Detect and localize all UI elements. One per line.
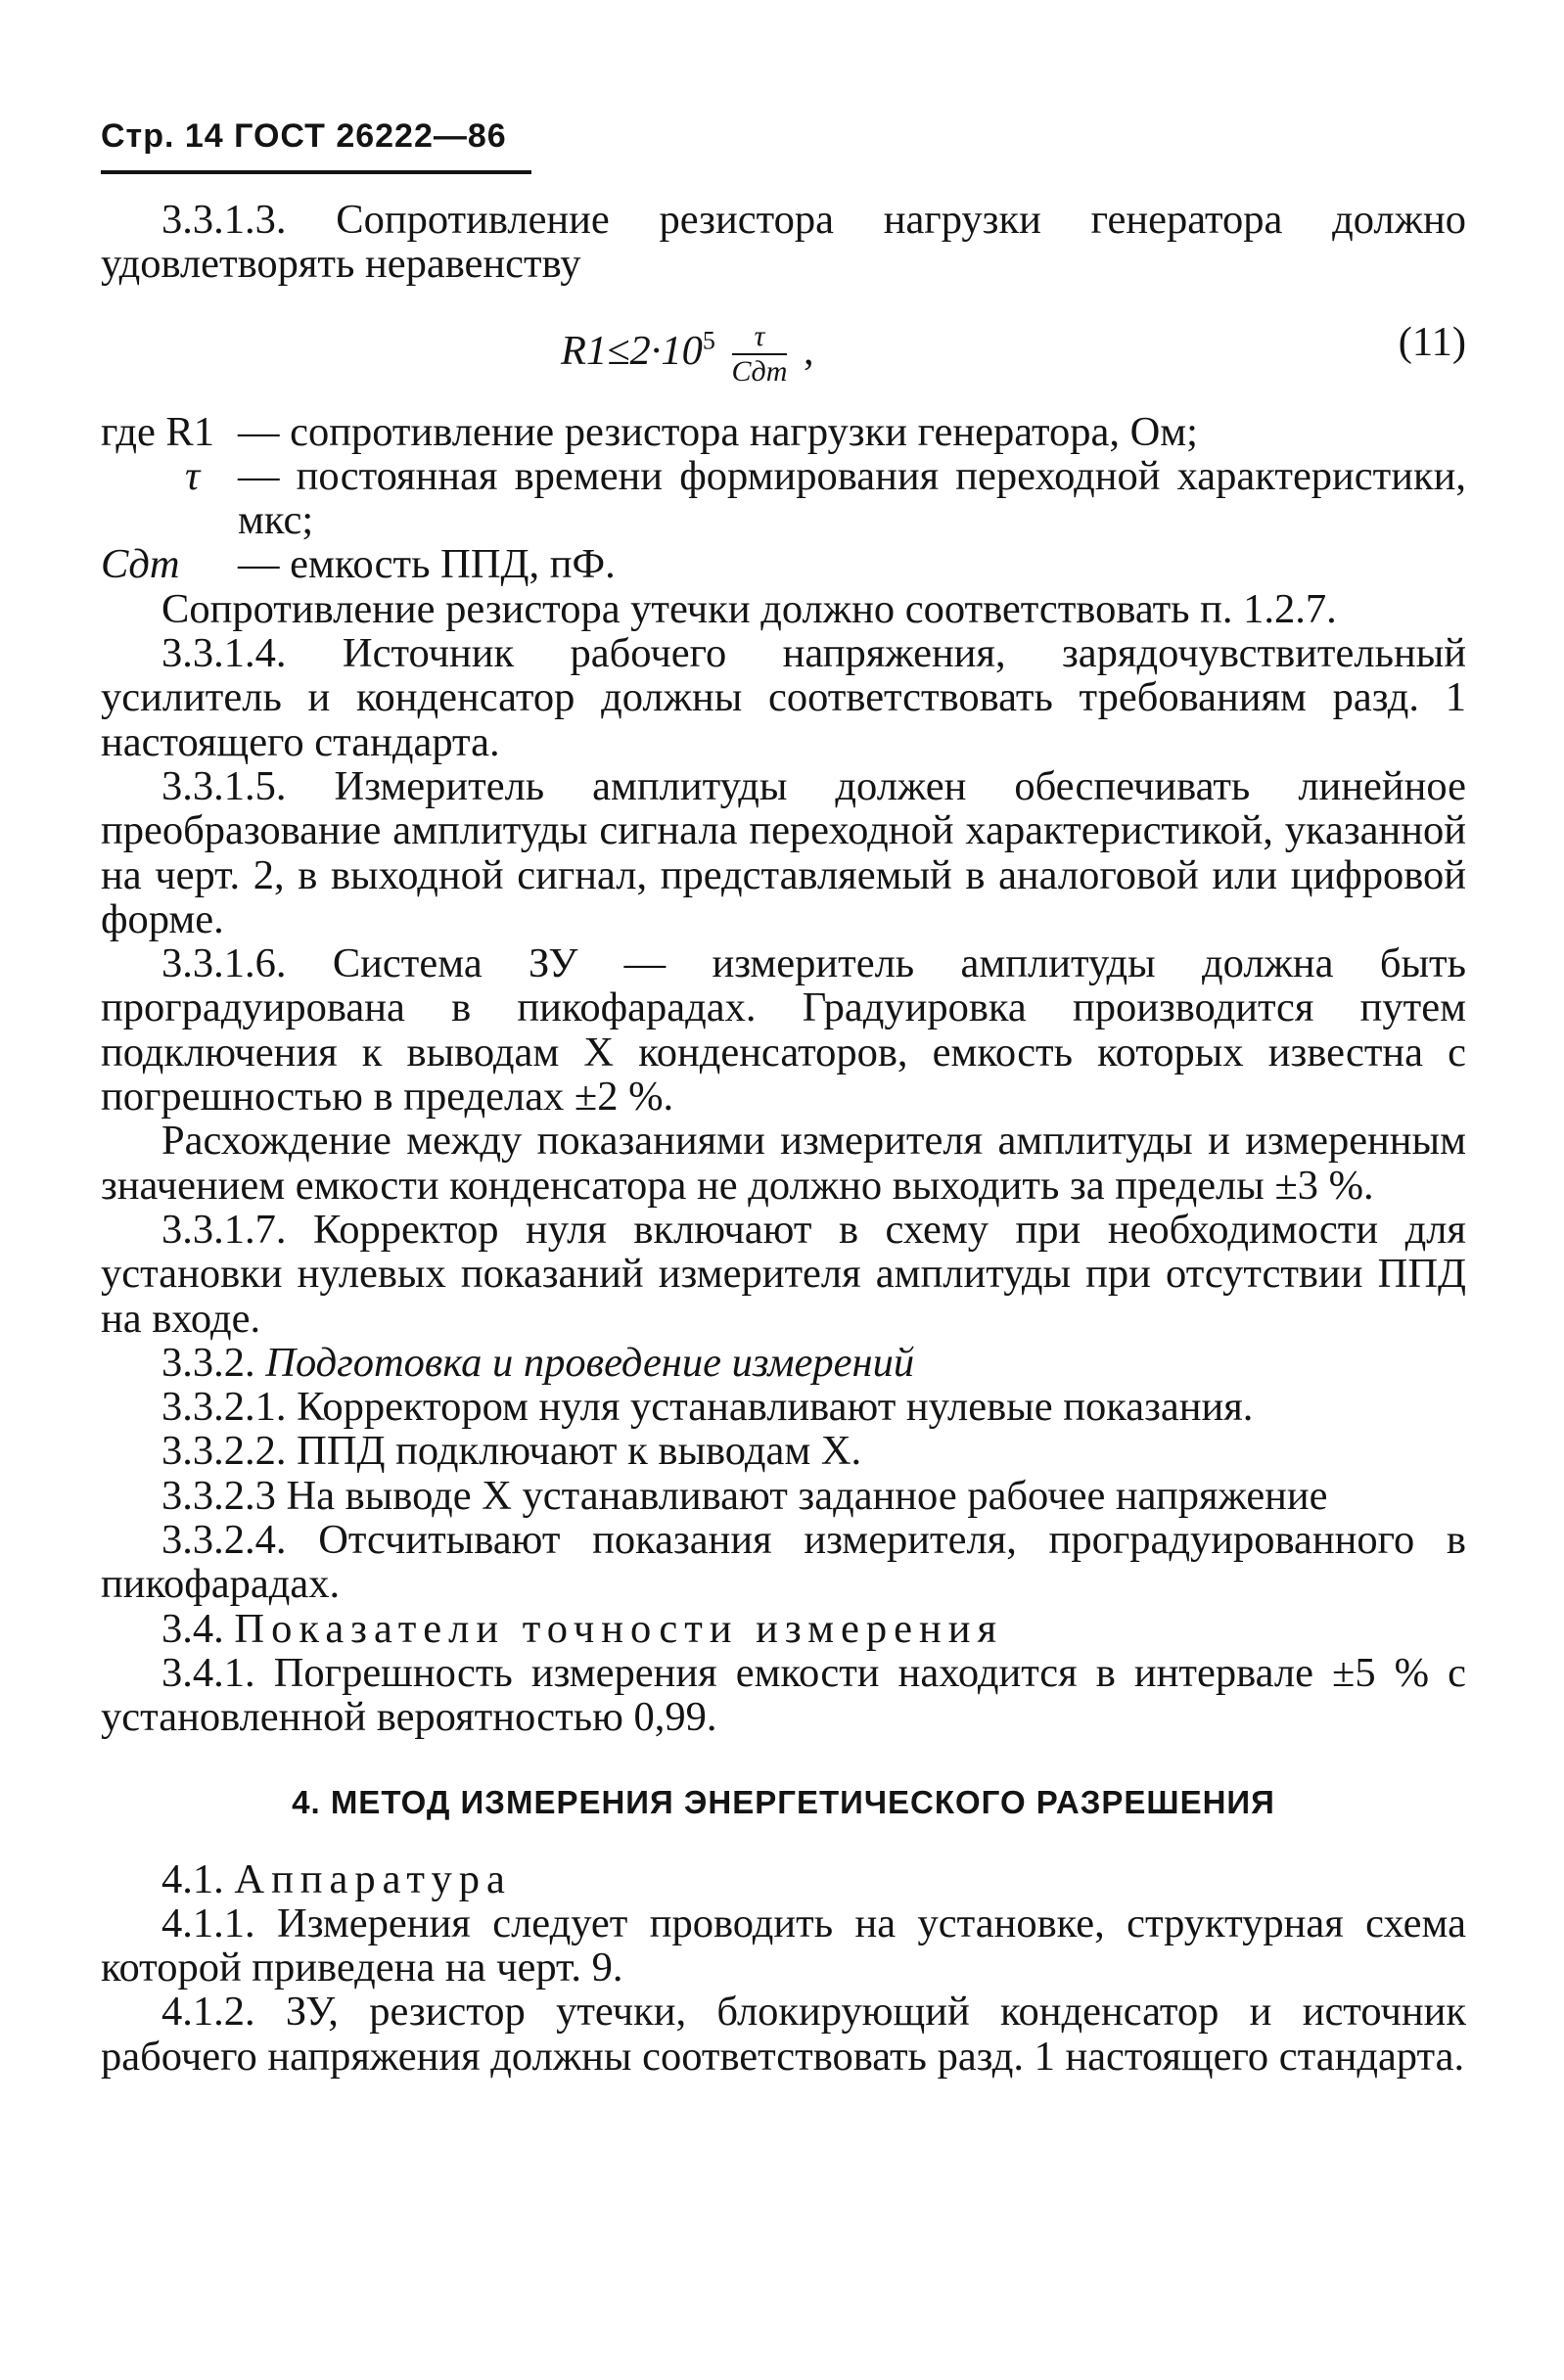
- formula-lhs: R1≤2·10: [561, 327, 703, 374]
- subsection-heading-4-1: [101, 1857, 1466, 1901]
- equation-number: (11): [1398, 318, 1466, 365]
- paragraph-3-3-1-5: 3.3.1.5. Измеритель амплитуды должен обеспечивать линейное преобразование амплитуды сигнала переходной характеристикой, указанной на черт. 2, в выходной сигнал, представляемый в аналоговой или цифровой форме.: [101, 762, 1466, 942]
- paragraph-4-1-1: 4.1.1. Измерения следует проводить на установке, структурная схема которой приведена на черт. 9.: [101, 1899, 1466, 1991]
- heading-title: Подготовка и проведение измерений: [265, 1339, 915, 1386]
- paragraph-3-3-1-3: 3.3.1.3. Сопротивление резистора нагрузки генератора должно удовлетворять неравенству: [101, 197, 1466, 288]
- definition-text: — сопротивление резистора нагрузки генератора, Ом;: [238, 408, 1198, 455]
- section-4-title: 4. МЕТОД ИЗМЕРЕНИЯ ЭНЕРГЕТИЧЕСКОГО РАЗРЕШЕНИЯ: [292, 1783, 1275, 1820]
- definitions-list: [101, 410, 1466, 587]
- formula-fraction: [732, 320, 788, 389]
- definition-text: — емкость ППД, пФ.: [238, 541, 616, 588]
- formula-11: [101, 287, 1466, 410]
- subsection-heading-3-3-2: [101, 1341, 1466, 1385]
- paragraph-3-3-1-6: 3.3.1.6. Система ЗУ — измеритель амплитуды должна быть проградуирована в пикофарадах. Градуировка производится путем подключения к выводам X конденсаторов, емкость которых известна с погрешностью в пределах ±2 %.: [101, 940, 1466, 1121]
- paragraph-3-3-2-1: 3.3.2.1. Корректором нуля устанавливают нулевые показания.: [161, 1384, 1254, 1431]
- heading-title: Аппаратура: [234, 1855, 512, 1902]
- paragraph-4-1-2: 4.1.2. ЗУ, резистор утечки, блокирующий конденсатор и источник рабочего напряжения должны соответствовать разд. 1 настоящего стандарта.: [101, 1989, 1466, 2080]
- definition-term: где R1: [101, 408, 215, 455]
- subsection-heading-3-4: [101, 1607, 1466, 1651]
- definition-text: — постоянная времени формирования переходной характеристики, мкс;: [238, 452, 1466, 544]
- paragraph-3-3-2-3: 3.3.2.3 На выводе X устанавливают заданное рабочее напряжение: [161, 1472, 1328, 1519]
- running-header: Стр. 14 ГОСТ 26222—86: [101, 117, 507, 155]
- paragraph-3-4-1: 3.4.1. Погрешность измерения емкости находится в интервале ±5 % с установленной вероятностью 0,99.: [101, 1649, 1466, 1741]
- heading-number: 4.1.: [161, 1855, 224, 1902]
- paragraph-3-3-2-2: 3.3.2.2. ППД подключают к выводам X.: [161, 1428, 862, 1475]
- paragraph-leak-resistor: Сопротивление резистора утечки должно соответствовать п. 1.2.7.: [161, 585, 1337, 632]
- paragraph-3-3-1-4: 3.3.1.4. Источник рабочего напряжения, зарядочувствительный усилитель и конденсатор должны соответствовать требованиям разд. 1 настоящего стандарта.: [101, 630, 1466, 765]
- heading-title: Показатели точности измерения: [234, 1605, 1003, 1652]
- definition-term: Cдт: [101, 541, 180, 588]
- page-body: [101, 198, 1466, 2079]
- paragraph-3-3-1-7: 3.3.1.7. Корректор нуля включают в схему при необходимости для установки нулевых показаний измерителя амплитуды при отсутствии ППД на входе.: [101, 1206, 1466, 1342]
- paragraph-discrepancy: Расхождение между показаниями измерителя амплитуды и измеренным значением емкости конденсатора не должно выходить за пределы ±3 %.: [101, 1118, 1466, 1209]
- paragraph-3-3-2-4: 3.3.2.4. Отсчитывают показания измерителя, проградуированного в пикофарадах.: [101, 1517, 1466, 1608]
- heading-number: 3.4.: [161, 1605, 224, 1652]
- formula-expression: [561, 320, 814, 389]
- formula-denominator: Cдт: [731, 354, 788, 388]
- heading-number: 3.3.2.: [161, 1339, 255, 1386]
- definition-term: τ: [185, 452, 201, 499]
- formula-exponent: 5: [702, 326, 715, 355]
- formula-numerator: τ: [732, 320, 788, 355]
- formula-tail: ,: [804, 327, 814, 374]
- header-rule: [101, 170, 531, 174]
